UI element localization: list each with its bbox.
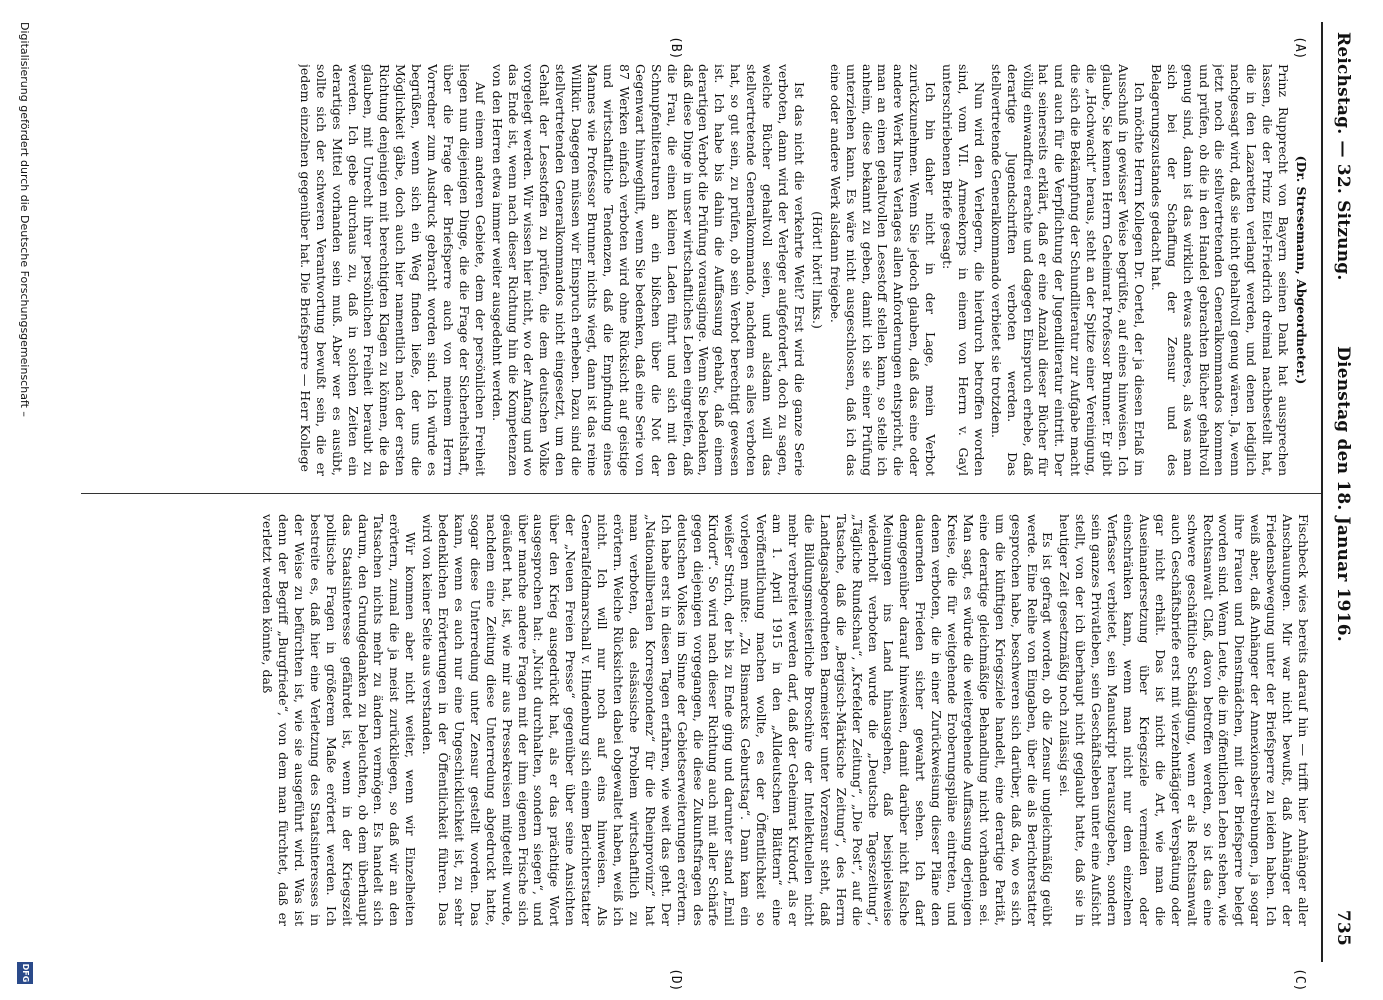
paragraph: Prinz Rupprecht von Bayern seinen Dank hat aussprechen lassen, die der Prinz Eitel-Friedrich dreimal nachbestellt hat, die in den Lazaretten verlangt werden, und denen lediglich nachgesagt wird, daß sie nicht gehaltvoll genug wären. Ja, wenn jetzt noch die stellvertretenden Generalkommandos kommen und prüfen, ob die in den Handel gebrachten Bücher gehaltvoll genug sind, dann ist das wirklich etwas anderes, als was man sich bei der Schaffung der Zensur und des Belagerungszustandes gedacht hat. [1148, 64, 1292, 476]
margin-mark-a: (A) [1292, 36, 1307, 60]
page-number: 735 [1333, 909, 1353, 946]
footer-text: Digitalisierung gefördert durch die Deutsche Forschungsgemeinschaft – [18, 22, 31, 417]
header-rule [1321, 22, 1323, 962]
interjection: (Hört! hört! links.) [809, 211, 825, 329]
margin-mark-d: (D) [668, 968, 683, 992]
column-divider [81, 493, 1321, 494]
header-left: Reichstag. — 32. Sitzung. [1333, 32, 1353, 281]
paragraph: Es ist gefragt worden, ob die Zensur ungleichmäßig geübt werde. Eine Reihe von Eingaben, über die als Berichterstatter gesprochen habe, beschweren sich darüber, daß da, wo es sich um die künftigen Kriegsziele handelt, eine derartige Parität, eine derartige gleichmäßige Behandlung nicht vorhanden sei. Man sagt, es würde die weitergehende Auffassung derjenigen Kreise, die für weitgehende Eroberungspläne eintreten, und denen verboten, die in einer Zurückweisung dieser Pläne den dauernden Frieden sicher gewahrt sehen. Ich darf demgegenüber darauf hinweisen, damit darüber nicht falsche Meinungen ins Land hinausgehen, daß beispielsweise wiederholt verboten wurde die „Deutsche Tageszeitung“, „Tägliche Rundschau“, „Krefelder Zeitung“, „Die Post“, auf die Tatsache, daß die „Bergisch-Märkische Zeitung“, des Herrn Landtagsabgeordneten Bacmeister unter Vorzensur steht, daß die Bildungsmeisterliche Broschüre der Intellektuellen nicht mehr verbreitet werden darf, daß der Geheimrat Kirdorf, als er am 1. April 1915 in den „Alldeutschen Blättern“ eine Veröffentlichung machen wollte, es der Öffentlichkeit so vorlegen mußte: „Zu Bismarcks Geburtstag“. Dann kam ein weißer Strich, der bis zu Ende ging und darunter stand „Emil Kirdorf“. So wird nach dieser Richtung auch mit aller Schärfe gegen diejenigen vorgegangen, die diese Zukunftsfragen des deutschen Volkes im Sinne der Gebietserweiterungen erörtern. Ich habe erst in diesen Tagen erfahren, wie weit das geht. Der „Nationalliberalen Korrespondenz“ für die Rheinprovinz“ hat man verboten, das elsässische Problem wirtschaftlich zu erörtern. Welche Rücksichten dabei obgewaltet haben, weiß ich nicht. Ich will nur noch auf eins hinweisen. Als Generalfeldmarschall v. Hindenburg sich einem Berichterstatter der „Neuen Freien Presse“ gegenüber über seine Ansichten über den Krieg ausgedrückt hat, als er das prächtige Wort ausgesprochen hat: „Nicht durchhalten, sondern siegen“, und über manche andere Fragen mit der ihm eigenen Frische sich geäußert hat, ist, wie mir aus Pressekreisen mitgeteilt wurde, nachdem eine Zeitung diese Unterredung abgedruckt hatte, sogar diese Unterredung unter Zensur gestellt worden. Das kann, wenn es auch nur eine Ungeschicklichkeit ist, zu sehr bedenklichen Erörterungen in der Öffentlichkeit führen. Das wird von keiner Seite aus verstanden. [420, 514, 1056, 926]
paragraph: Wir kommen aber nicht weiter, wenn wir Einzelheiten erörtern, zumal die ja meist zurückliegen, so daß wir an den Tatsachen nichts mehr zu ändern vermögen. Es handelt sich darum, den Grundgedanken zu beleuchten, ob dem überhaupt das Staatsinteresse gefährdet ist, wenn in der Kriegszeit politische Fragen in größerem Maße erörtert werden. Ich bestreite es, daß hier eine Verletzung des Staatsinteresses in der Weise zu befürchten ist, wie sie ausgeführt wird. Was ist denn der Begriff „Burgfriede“, von dem man fürchtet, daß er verletzt werden könnte, daß [260, 514, 419, 926]
right-column [81, 514, 1311, 926]
footer [11, 14, 35, 983]
speaker-line: (Dr. Stresemann, Abgeordneter.) [1294, 155, 1309, 385]
quoted-letter: Ich bin daher nicht in der Lage, mein Verbot zurückzunehmen. Wenn Sie jedoch glauben, daß das eine oder andere Werk Ihres Verlages allen Anforderungen entspricht, die man an einen gehaltvollen Lesestoff stellen kann, so stelle ich anheim, diese bekannt zu geben, damit ich sie einer Prüfung unterziehen kann. Es wäre nicht ausgeschlossen, daß ich das eine oder andere Werk alsdann freigebe. [827, 64, 939, 476]
paragraph: Ist das nicht die verkehrte Welt? Erst wird die ganze Serie verboten, dann wird der Verleger aufgefordert, doch zu sagen, welche Bücher gehaltvoll seien, und alsdann will das stellvertretende Generalkommando, nachdem es alles verboten hat, so gut sein, zu prüfen, ob sein Verbot berechtigt gewesen ist. Ich habe bis dahin die Auffassung gehabt, daß einem derartigen Verbot die Prüfung vorausginge. Wenn Sie bedenken, daß diese Dinge in unser wirtschaftliches Leben eingreifen, daß die Frau, die einen kleinen Laden führt und sich mit den Schnupfenliteraturen an ein bißchen über die Not der Gegenwart hinweghilft, wenn Sie bedenken, daß eine Serie von 87 Werken einfach verboten wird ohne Rücksicht auf geistige und wirtschaftliche Tendenzen, daß die Empfindung eines Mannes wie Professor Brunner nichts wiegt, dann ist das reine Willkür. Dagegen müssen wir Einspruch erheben. Dazu sind die stellvertretenden Generalkommandos nicht eingesetzt, um den Gehalt der Lesestoffen zu prüfen, die dem deutschen Volke vorgelegt werden. Wir wissen hier nicht, wo der Anfang und wo das Ende ist, wenn nach dieser Richtung hin die Kompetenzen von den Herren etwa immer weiter ausgedehnt werden. [489, 64, 807, 476]
margin-mark-c: (C) [1292, 968, 1307, 992]
paragraph: Ich möchte Herrn Kollegen Dr. Oertel, der ja diesen Erlaß im Ausschuß in gewisser Weise begrüßte, auf eines hinweisen. Ich glaube, Sie kennen Herrn Geheimrat Professor Brunner. Er gibt die „Hochwacht“ heraus, steht an der Spitze einer Vereinigung, die sich die Bekämpfung der Schundliteratur zur Aufgabe macht und auch für die Verpflichtung der Jugendliteratur eintritt. Der hat seinerseits erklärt, daß er eine Anzahl dieser Bücher für völlig einwandfrei erachte und dagegen Einspruch erhebe, daß derartige Jugendschriften verboten werden. Das stellvertretende Generalkommando verbietet sie trotzdem. [988, 64, 1147, 476]
paragraph: Fischbeck wies bereits darauf hin — trifft hier Anhänger aller Anschauungen. Mir war nicht bewußt, daß Anhänger der Friedensbewegung unter der Briefsperre zu leiden haben. Ich weiß aber, daß Anhänger der Annexionsbestrebungen, ja sogar ihre Frauen und Dienstmädchen, mit der Briefsperre belegt worden sind. Wenn Leute, die im öffentlichen Leben stehen, wie Rechtsanwalt Claß, davon betroffen werden, so ist das eine schwere geschäftliche Schädigung, wenn er als Rechtsanwalt auch Geschäftsbriefe erst mit vierzehntägiger Verspätung oder gar nicht erhält. Das ist nicht die Art, wie man die Auseinandersetzung über Kriegsziele vermeiden oder einschränken kann, wenn man nicht nur dem einzelnen Verfasser verbietet, sein Manuskript herauszugeben, sondern sein ganzes Privatleben, sein Geschäftsleben unter eine Aufsicht stellt, von der ich überhaupt nicht geglaubt hatte, daß sie in heutiger Zeit gesetzmäßig noch zulässig sei. [1057, 514, 1311, 926]
margin-mark-b: (B) [668, 36, 683, 60]
paragraph: Auf einem anderen Gebiete, dem der persönlichen Freiheit liegen nun diejenigen Dinge, die die Frage der Sicherheitshaft, über die Frage der Briefsperre auch von meinem Herrn Vorredner zum Ausdruck gebracht worden sind. Ich würde es begrüßen, wenn sich ein Weg finden ließe, der uns die Möglichkeit gäbe, doch auch hier namentlich nach der ersten Richtung denjenigen mit berechtigten Klagen zu können, die da glauben, mit Unrecht ihrer persönlichen Freiheit beraubt zu werden. Ich gebe durchaus zu, daß in solchen Zeiten ein derartiges Mittel vorhanden sein muß. Aber wer es ausübt, sollte sich der schweren Verantwortung bewußt sein, die er jedem einzelnen gegenüber hat. Die Briefsperre — Herr Kollege [297, 64, 488, 476]
dfg-logo: DFG [17, 962, 33, 984]
page-header [1325, 14, 1359, 964]
left-column [81, 64, 1311, 476]
header-date: Dienstag den 18. Januar 1916. [1333, 346, 1353, 642]
paragraph: Nun wird den Verlegern, die hierdurch betroffen worden sind, vom VII. Armeekorps in einem von Herrn v. Gayl unterschriebenen Briefe gesagt: [940, 64, 987, 476]
